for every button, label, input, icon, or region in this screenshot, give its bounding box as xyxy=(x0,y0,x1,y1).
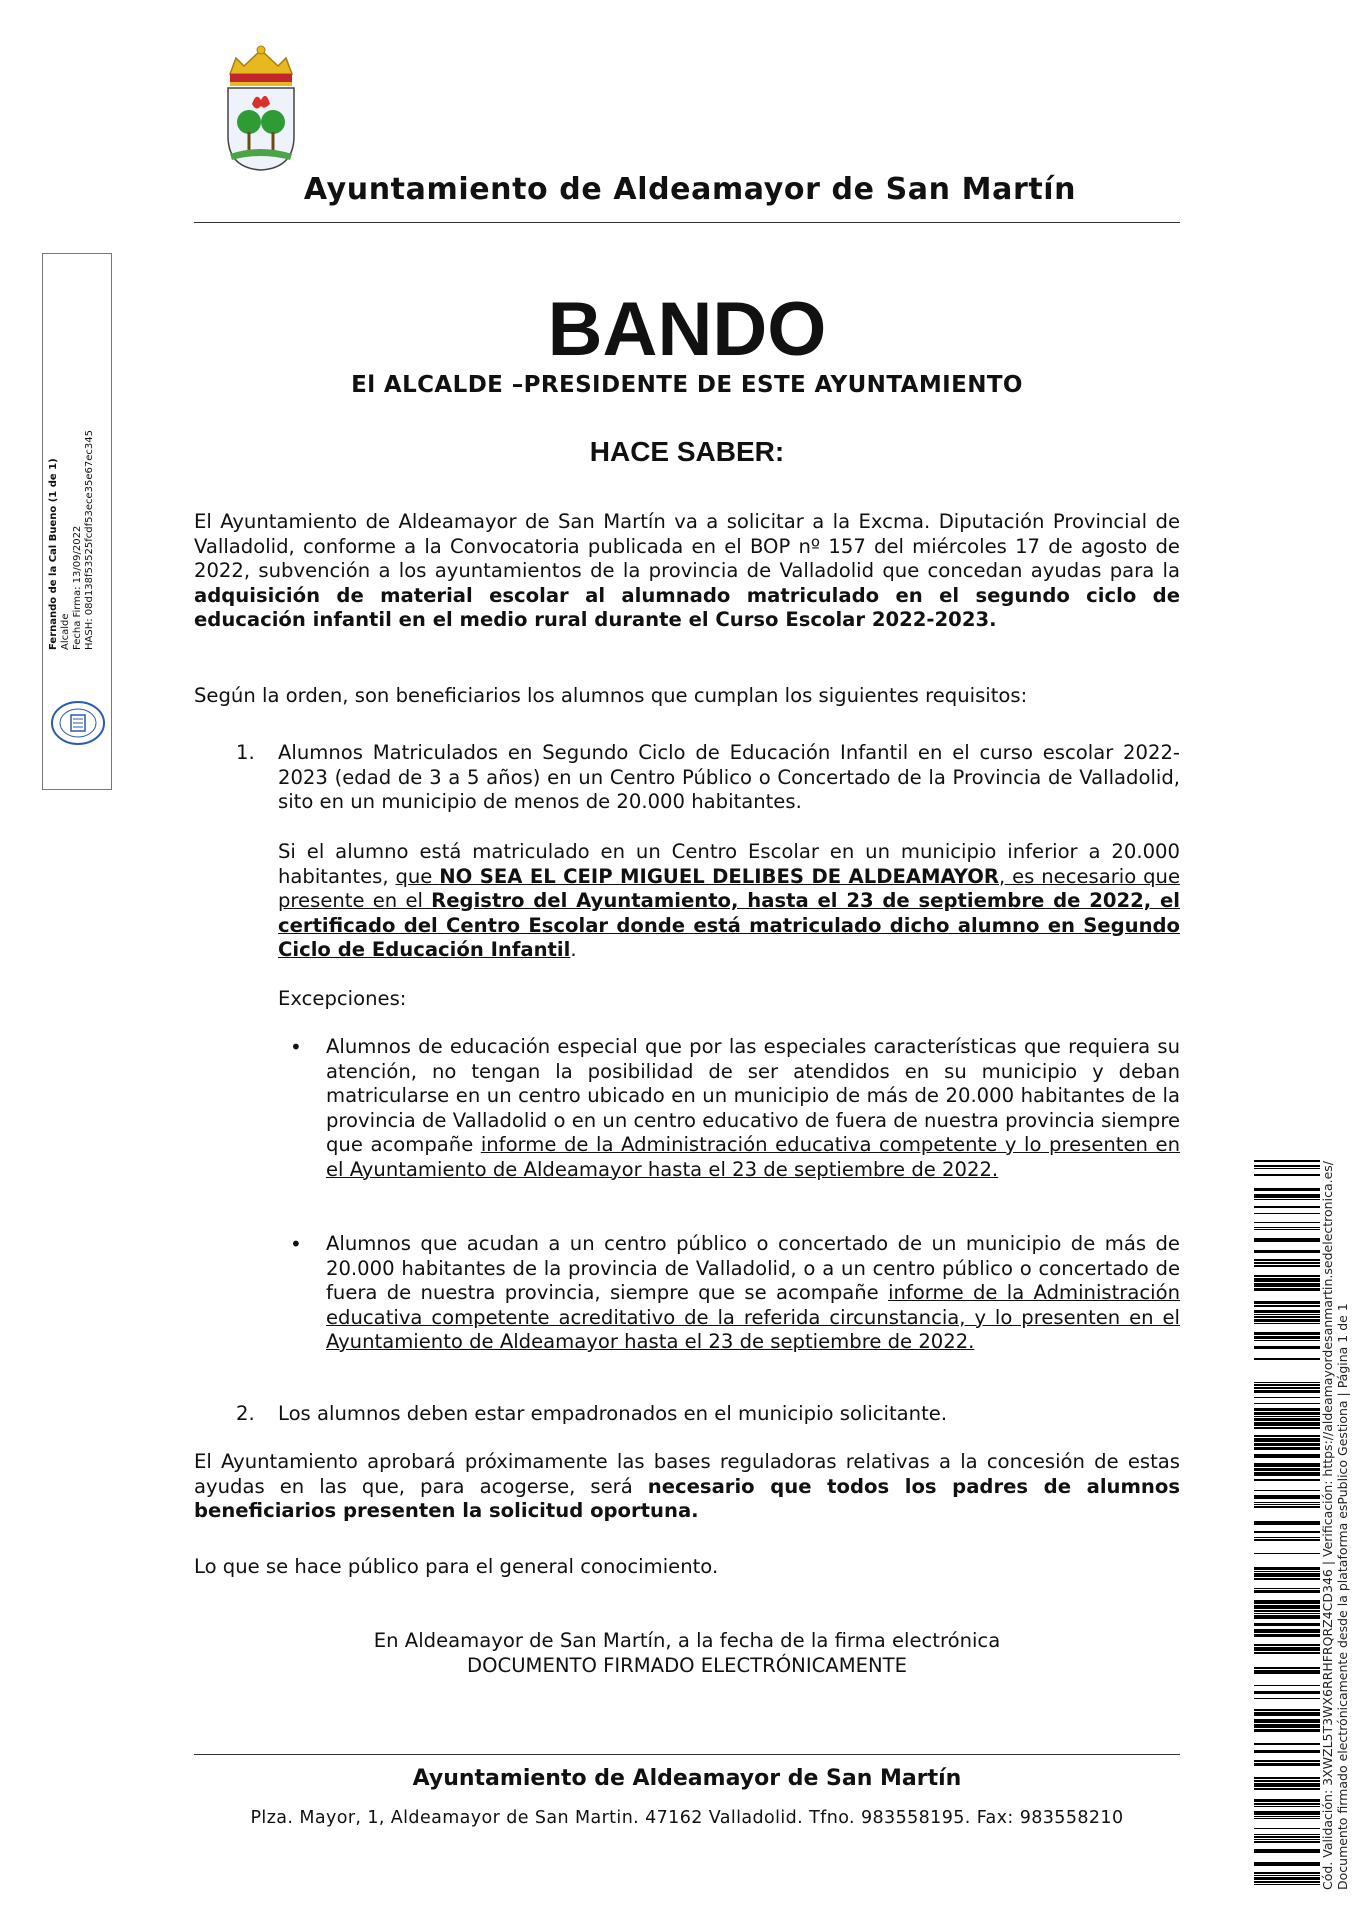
stamp-hash: HASH: 08d138f53525fcdf53ece35e67ec345 xyxy=(84,429,95,650)
signature-electronic-note: DOCUMENTO FIRMADO ELECTRÓNICAMENTE xyxy=(467,1654,907,1677)
barcode-bar xyxy=(1254,1397,1320,1398)
barcode-bar xyxy=(1254,1418,1320,1421)
barcode-bar xyxy=(1254,1213,1320,1214)
barcode-bar xyxy=(1254,1788,1320,1790)
barcode-bar xyxy=(1254,1412,1320,1415)
barcode-bar xyxy=(1254,1443,1320,1446)
verification-text xyxy=(1320,1130,1350,1890)
barcode-bar xyxy=(1254,1168,1320,1169)
barcode-bar xyxy=(1254,1387,1320,1389)
barcode-bar xyxy=(1254,1539,1320,1541)
barcode-bar xyxy=(1254,1346,1320,1349)
barcode-bar xyxy=(1254,1160,1320,1162)
barcode-bar xyxy=(1254,1872,1320,1874)
barcode-bar xyxy=(1254,1743,1320,1745)
detail-underlined-text-2: , es necesario que presente en el xyxy=(278,864,1181,912)
requirement-1-detail xyxy=(278,840,1180,963)
municipal-crest-logo xyxy=(222,44,300,174)
barcode-bar xyxy=(1254,1834,1320,1835)
stamp-signer: Fernando de la Cal Bueno (1 de 1) xyxy=(48,458,59,650)
barcode-bar xyxy=(1254,1521,1320,1525)
barcode-bar xyxy=(1254,1811,1320,1815)
barcode-bar xyxy=(1254,1310,1320,1313)
barcode-bar xyxy=(1254,1275,1320,1277)
signature-place-date: En Aldeamayor de San Martín, a la fecha de la firma electrónica xyxy=(373,1629,1001,1652)
barcode-bar xyxy=(1254,1227,1320,1228)
barcode-bar xyxy=(1254,1194,1320,1198)
barcode-bar xyxy=(1254,1314,1320,1315)
barcode-bar xyxy=(1254,1590,1320,1593)
barcode-bar xyxy=(1254,1709,1320,1711)
barcode-bar xyxy=(1254,1323,1320,1324)
intro-bold-text: adquisición de material escolar al alumnado matriculado en el segundo ciclo de educación infantil en el medio rural durante el Curso Escolar 2022-2023. xyxy=(194,583,1180,631)
barcode-bar xyxy=(1254,1278,1320,1282)
barcode-bar xyxy=(1254,1849,1320,1853)
exception-1-underlined: informe de la Administración educativa competente y lo presenten en el Ayuntamiento de Aldeamayor hasta el 23 de septiembre de 2022. xyxy=(326,1133,1180,1181)
barcode-bar xyxy=(1254,1629,1320,1633)
detail-end: . xyxy=(570,938,577,961)
barcode-bar xyxy=(1254,1881,1320,1883)
barcode-bar xyxy=(1254,1199,1320,1200)
barcode-bar xyxy=(1254,1504,1320,1505)
barcode-bar xyxy=(1254,1408,1320,1411)
barcode-bar xyxy=(1254,1490,1320,1491)
barcode-bar xyxy=(1254,1685,1320,1686)
barcode-bar xyxy=(1254,1763,1320,1766)
barcode-bar xyxy=(1254,1600,1320,1604)
header-divider xyxy=(194,222,1180,223)
barcode-bar xyxy=(1254,1647,1320,1651)
barcode-bar xyxy=(1254,1495,1320,1499)
barcode-bar xyxy=(1254,1877,1320,1880)
exception-1 xyxy=(326,1035,1180,1182)
barcode-bar xyxy=(1254,1862,1320,1866)
barcode-bar xyxy=(1254,1875,1320,1876)
barcode-bar xyxy=(1254,1301,1320,1304)
barcode-bar xyxy=(1254,1229,1320,1230)
barcode-bar xyxy=(1254,1390,1320,1393)
barcode-bar xyxy=(1254,1447,1320,1450)
barcode-bar xyxy=(1254,1750,1320,1753)
barcode-bar xyxy=(1254,1567,1320,1570)
bullet-icon: • xyxy=(290,1232,302,1256)
barcode-bar xyxy=(1254,1691,1320,1694)
document-subtitle: El ALCALDE –PRESIDENTE DE ESTE AYUNTAMIENTO xyxy=(351,372,1023,398)
barcode-bar xyxy=(1254,1262,1320,1264)
barcode-bar xyxy=(1254,1222,1320,1223)
barcode-bar xyxy=(1254,1479,1320,1481)
barcode-bar xyxy=(1254,1760,1320,1762)
barcode-bar xyxy=(1254,1416,1320,1417)
closing-paragraph xyxy=(194,1450,1180,1524)
barcode-bar xyxy=(1254,1828,1320,1829)
barcode-bar xyxy=(1254,1578,1320,1580)
barcode-bar xyxy=(1254,1836,1320,1838)
barcode-bar xyxy=(1254,1571,1320,1572)
barcode-bar xyxy=(1254,1332,1320,1335)
closing-text: El Ayuntamiento aprobará próximamente las bases reguladoras relativas a la concesión de estas ayudas en las que, para acogerse, será xyxy=(194,1450,1180,1498)
barcode-bar xyxy=(1254,1165,1320,1167)
barcode-bar xyxy=(1254,1316,1320,1318)
detail-bold-underlined-text-2: Registro del Ayuntamiento, hasta el 23 de septiembre de 2022, el certificado del Centro Escolar donde está matriculado dicho alumno en Segundo Ciclo de Educación Infantil xyxy=(278,889,1180,961)
barcode-bar xyxy=(1254,1319,1320,1322)
barcode-bar xyxy=(1254,1615,1320,1619)
barcode-bar xyxy=(1254,1358,1320,1360)
barcode-bar xyxy=(1254,1799,1320,1802)
barcode-graphic xyxy=(1254,1160,1320,1887)
barcode-bar xyxy=(1254,1422,1320,1426)
barcode-bar xyxy=(1254,1780,1320,1782)
bullet-icon: • xyxy=(290,1035,302,1059)
barcode-bar xyxy=(1254,1553,1320,1554)
verification-platform: Documento firmado electrónicamente desde la plataforma esPublico Gestiona | Página 1 de 1 xyxy=(1335,1303,1350,1890)
barcode-bar xyxy=(1254,1531,1320,1533)
signature-stamp-text xyxy=(48,390,108,650)
barcode-bar xyxy=(1254,1806,1320,1807)
intro-paragraph xyxy=(194,510,1180,633)
signature-block xyxy=(194,1628,1180,1678)
closing-bold-text: necesario que todos los padres de alumnos beneficiarios presenten la solicitud oportuna. xyxy=(194,1474,1180,1522)
barcode-bar xyxy=(1254,1206,1320,1208)
barcode-bar xyxy=(1254,1634,1320,1637)
footer-address: Plza. Mayor, 1, Aldeamayor de San Martin. 47162 Valladolid. Tfno. 983558195. Fax: 983558210 xyxy=(250,1808,1124,1828)
detail-underlined-text: que xyxy=(395,864,440,888)
barcode-bar xyxy=(1254,1336,1320,1339)
exception-2-text: Alumnos que acudan a un centro público o concertado de un municipio de más de 20.000 habitantes de la provincia de Valladolid, o a un centro público o concertado de fuera de nuestra provincia, siempre que se acompañe xyxy=(326,1232,1180,1304)
stamp-date: Fecha Firma: 13/09/2022 xyxy=(72,525,83,650)
barcode-bar xyxy=(1254,1382,1320,1383)
list-number-1: 1. xyxy=(236,741,255,764)
requirement-1: Alumnos Matriculados en Segundo Ciclo de Educación Infantil en el curso escolar 2022-2023 (edad de 3 a 5 años) en un Centro Público o Concertado de la Provincia de Valladolid, sito en un municipio de menos de 20.000 habitantes. xyxy=(278,741,1180,813)
barcode-bar xyxy=(1254,1238,1320,1242)
barcode-bar xyxy=(1254,1573,1320,1577)
barcode-bar xyxy=(1254,1816,1320,1817)
barcode-bar xyxy=(1254,1644,1320,1646)
barcode-bar xyxy=(1254,1588,1320,1589)
barcode-bar xyxy=(1254,1724,1320,1728)
footer-organization: Ayuntamiento de Aldeamayor de San Martín xyxy=(412,1766,962,1791)
requirement-2: Los alumnos deben estar empadronados en el municipio solicitante. xyxy=(278,1402,948,1425)
exception-1-text: Alumnos de educación especial que por las especiales características que requiera su atención, no tengan la posibilidad de ser atendidos en su municipio y deban matricularse en un centro ubicado en un municipio de más de 20.000 habitantes de la provincia de Valladolid o en un centro educativo de fuera de nuestra provincia siempre que acompañe xyxy=(326,1035,1180,1156)
barcode-bar xyxy=(1254,1884,1320,1885)
organization-title: Ayuntamiento de Aldeamayor de San Martín xyxy=(303,172,1077,207)
detail-text: Si el alumno está matriculado en un Centro Escolar en un municipio inferior a 20.000 habitantes, xyxy=(278,840,1180,888)
barcode-bar xyxy=(1254,1610,1320,1612)
barcode-bar xyxy=(1254,1435,1320,1437)
barcode-bar xyxy=(1254,1305,1320,1307)
list-number-2: 2. xyxy=(236,1402,255,1425)
barcode-bar xyxy=(1254,1188,1320,1191)
barcode-bar xyxy=(1254,1283,1320,1287)
barcode-bar xyxy=(1254,1472,1320,1476)
intro-text: El Ayuntamiento de Aldeamayor de San Martín va a solicitar a la Excma. Diputación Provincial de Valladolid, conforme a la Convocatoria publicada en el BOP nº 157 del miércoles 17 de agosto de 2022, subvención a los ayuntamientos de la provincia de Valladolid que concedan ayudas para la xyxy=(194,510,1180,582)
detail-bold-underlined-text: NO SEA EL CEIP MIGUEL DELIBES DE ALDEAMAYOR xyxy=(439,864,1000,888)
announcement-heading: HACE SABER: xyxy=(589,436,785,467)
barcode-bar xyxy=(1254,1719,1320,1723)
barcode-bar xyxy=(1254,1605,1320,1609)
barcode-bar xyxy=(1254,1670,1320,1674)
barcode-bar xyxy=(1254,1818,1320,1819)
barcode-bar xyxy=(1254,1506,1320,1508)
barcode-bar xyxy=(1254,1403,1320,1404)
verification-code: Cód. Validación: 3XWZL5T3WX6RRHFRQRZ4CD346 | Verificación: https://aldeamayordesanmartin.sedelectronica.es/ xyxy=(1320,1161,1335,1890)
barcode-bar xyxy=(1254,1667,1320,1669)
document-title: BANDO xyxy=(547,287,827,372)
stamp-role: Alcalde xyxy=(60,613,71,650)
exception-2-underlined: informe de la Administración educativa competente acreditativo de la referida circunstancia, y lo presenten en el Ayuntamiento de Aldeamayor hasta el 23 de septiembre de 2022. xyxy=(326,1281,1180,1353)
barcode-bar xyxy=(1254,1783,1320,1787)
barcode-bar xyxy=(1254,1463,1320,1467)
barcode-bar xyxy=(1254,1777,1320,1779)
exceptions-heading: Excepciones: xyxy=(278,987,407,1010)
barcode-bar xyxy=(1254,1250,1320,1253)
barcode-bar xyxy=(1254,1340,1320,1341)
barcode-bar xyxy=(1254,1623,1320,1626)
barcode-bar xyxy=(1254,1729,1320,1732)
barcode-bar xyxy=(1254,1613,1320,1614)
barcode-bar xyxy=(1254,1288,1320,1291)
barcode-bar xyxy=(1254,1454,1320,1458)
barcode-bar xyxy=(1254,1384,1320,1386)
barcode-bar xyxy=(1254,1652,1320,1654)
barcode-bar xyxy=(1254,1712,1320,1716)
barcode-bar xyxy=(1254,1259,1320,1261)
barcode-bar xyxy=(1254,1537,1320,1538)
barcode-bar xyxy=(1254,1468,1320,1471)
exception-2 xyxy=(326,1232,1180,1355)
barcode-bar xyxy=(1254,1427,1320,1429)
footer-divider xyxy=(194,1754,1180,1755)
official-seal-icon xyxy=(50,700,106,746)
barcode-bar xyxy=(1254,1839,1320,1840)
requirements-intro: Según la orden, son beneficiarios los alumnos que cumplan los siguientes requisitos: xyxy=(194,684,1028,707)
barcode-bar xyxy=(1254,1698,1320,1699)
barcode-bar xyxy=(1254,1841,1320,1843)
barcode-bar xyxy=(1254,1265,1320,1267)
publication-note: Lo que se hace público para el general conocimiento. xyxy=(194,1555,719,1578)
barcode-bar xyxy=(1254,1438,1320,1442)
barcode-bar xyxy=(1254,1174,1320,1176)
barcode-bar xyxy=(1254,1803,1320,1805)
barcode-bar xyxy=(1254,1502,1320,1503)
